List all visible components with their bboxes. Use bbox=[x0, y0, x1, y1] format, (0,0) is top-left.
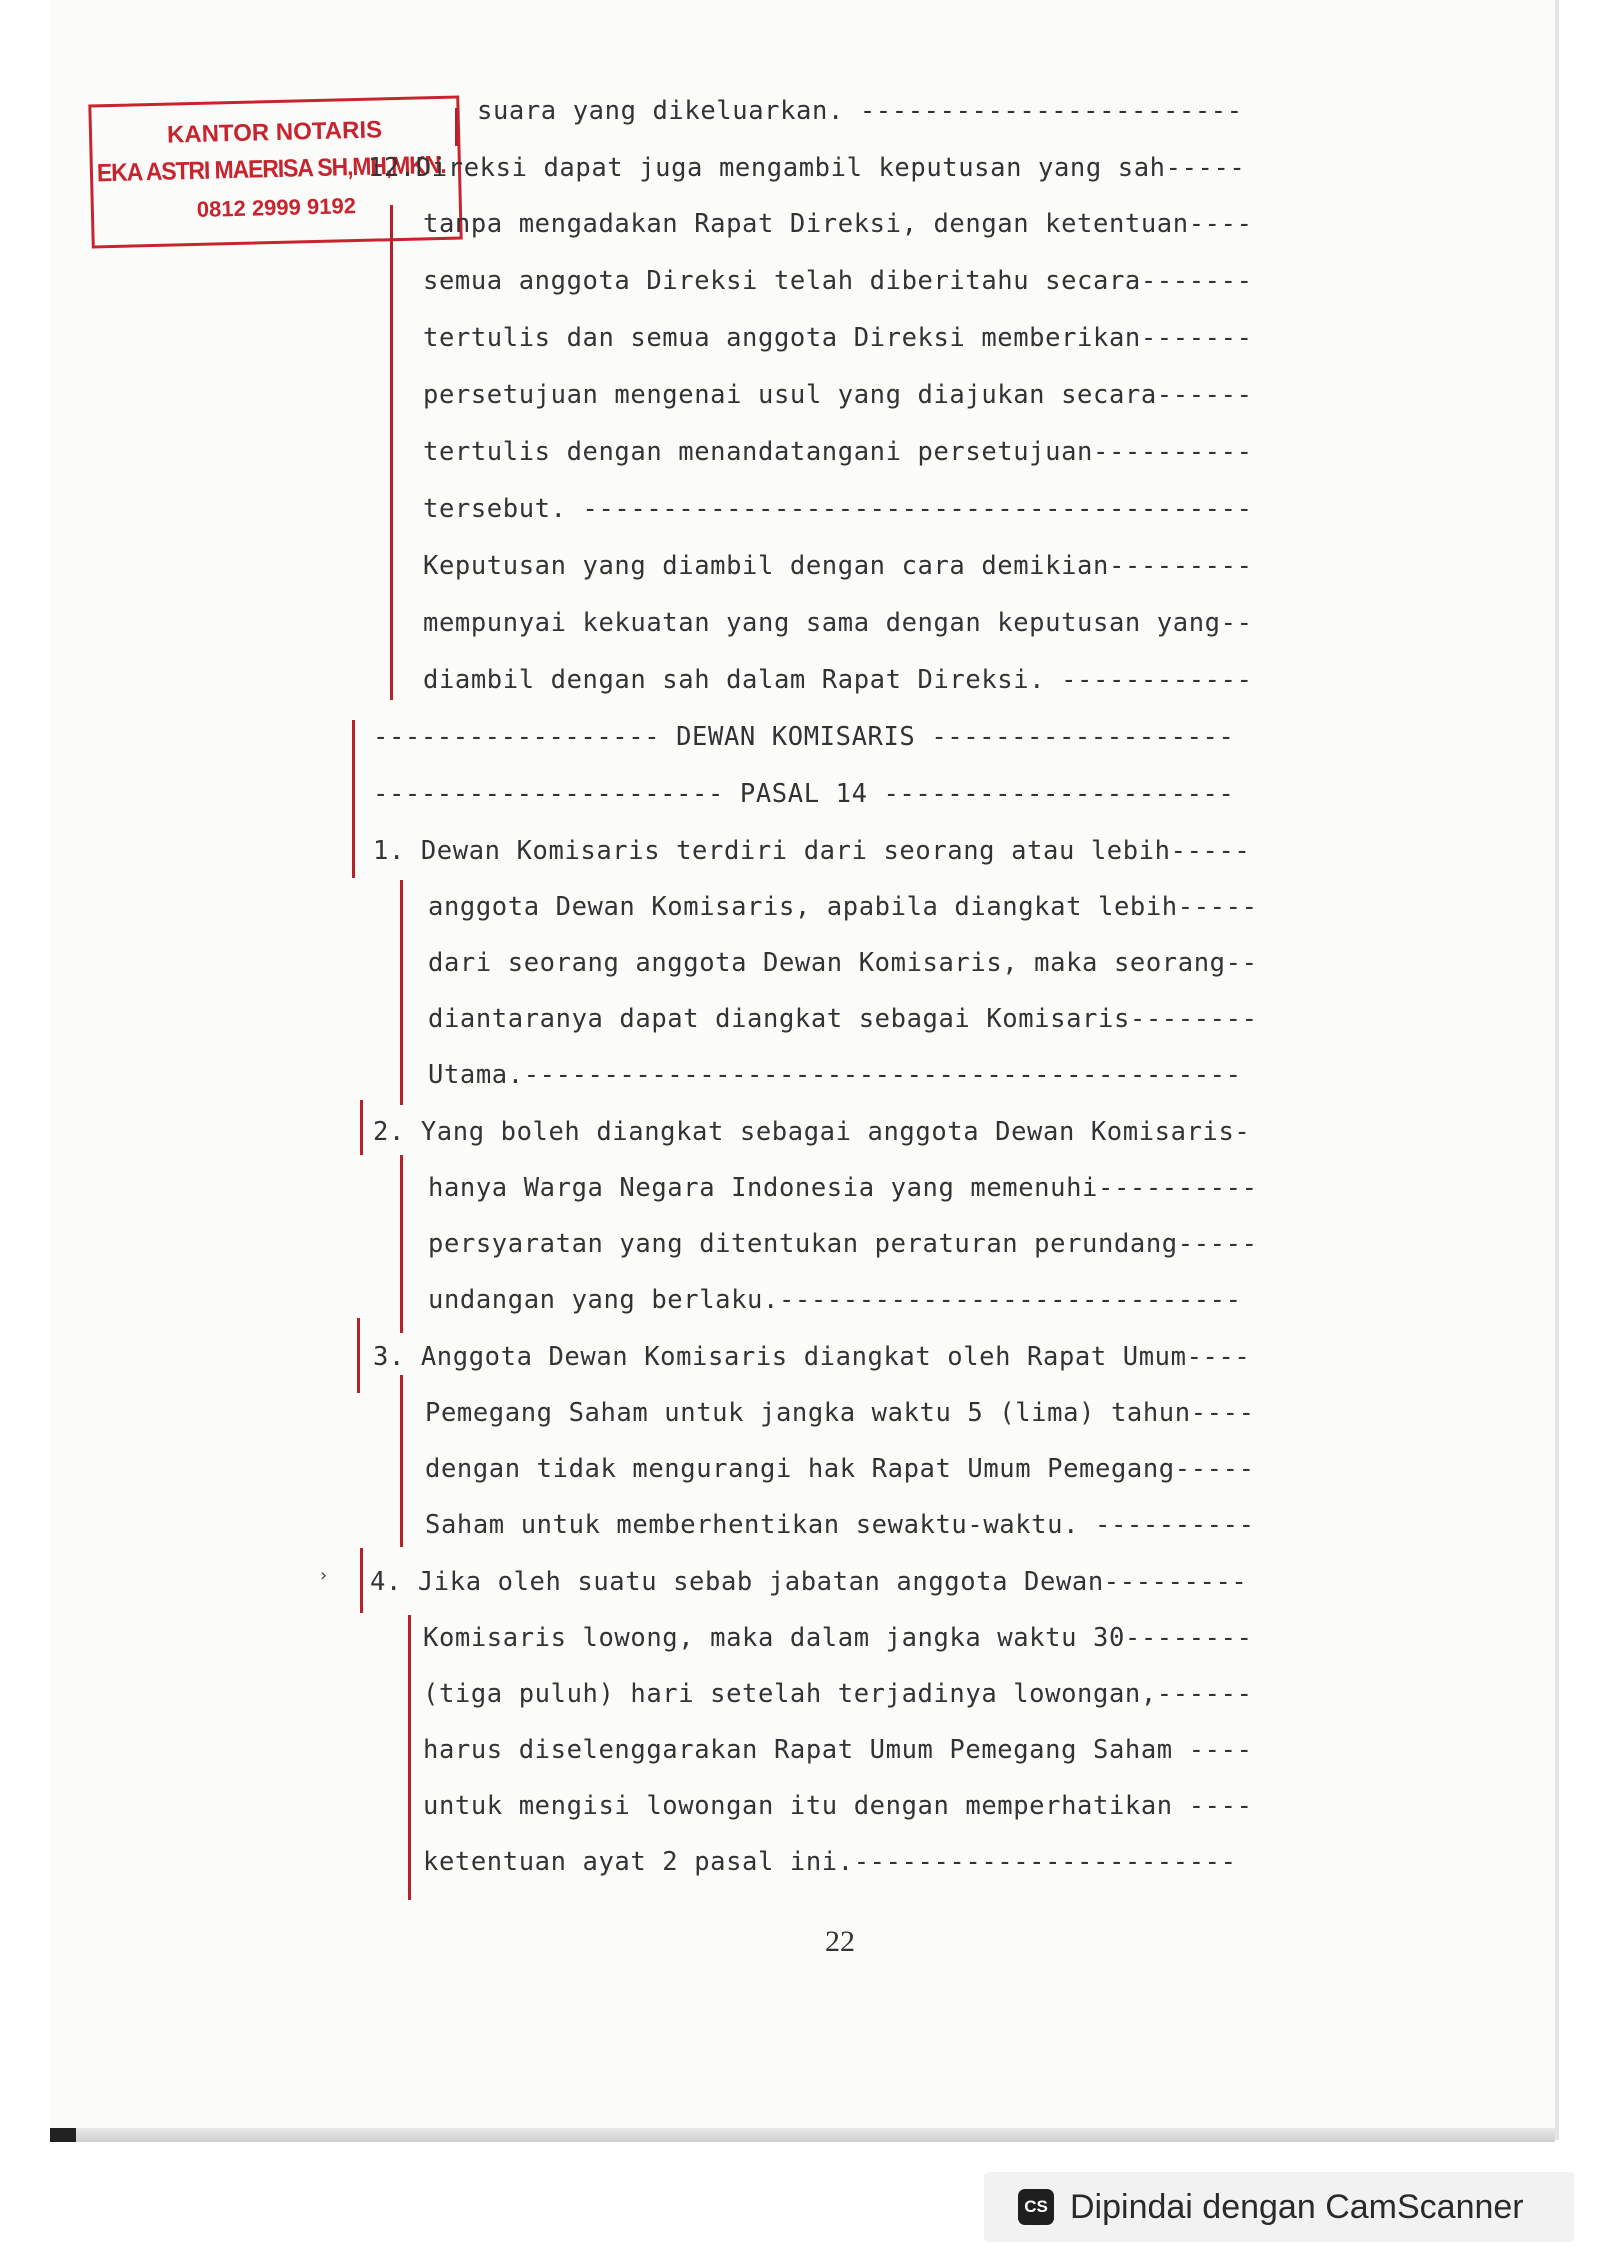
text-line: 2. Yang boleh diangkat sebagai anggota Dewan Komisaris- bbox=[373, 1117, 1251, 1147]
margin-bar bbox=[357, 1318, 360, 1393]
stamp-office-label: KANTOR NOTARIS bbox=[166, 116, 383, 149]
page-number: 22 bbox=[825, 1925, 855, 1958]
text-line: 3. Anggota Dewan Komisaris diangkat oleh Rapat Umum---- bbox=[373, 1342, 1251, 1372]
stamp-phone-number: 0812 2999 9192 bbox=[196, 193, 357, 222]
margin-bar bbox=[408, 1615, 411, 1900]
text-line: Keputusan yang diambil dengan cara demikian--------- bbox=[423, 551, 1253, 581]
text-line: (tiga puluh) hari setelah terjadinya lowongan,------ bbox=[423, 1679, 1253, 1709]
camscanner-label: Dipindai dengan CamScanner bbox=[1070, 2188, 1524, 2226]
margin-bar bbox=[390, 205, 393, 700]
page-bottom-edge bbox=[50, 2128, 1555, 2142]
text-line: ketentuan ayat 2 pasal ini.------------------------ bbox=[423, 1847, 1237, 1877]
text-line: dari seorang anggota Dewan Komisaris, maka seorang-- bbox=[428, 948, 1258, 978]
stray-mark: › bbox=[318, 1565, 329, 1586]
article-heading: ---------------------- PASAL 14 ---------------------- bbox=[373, 779, 1235, 809]
text-line: Komisaris lowong, maka dalam jangka waktu 30-------- bbox=[423, 1623, 1253, 1653]
text-line: undangan yang berlaku.----------------------------- bbox=[428, 1285, 1242, 1315]
text-line: untuk mengisi lowongan itu dengan memperhatikan ---- bbox=[423, 1791, 1253, 1821]
text-line: persyaratan yang ditentukan peraturan perundang----- bbox=[428, 1229, 1258, 1259]
text-line: 1. Dewan Komisaris terdiri dari seorang atau lebih----- bbox=[373, 836, 1251, 866]
scan-corner-mark bbox=[50, 2128, 76, 2142]
margin-bar bbox=[400, 1155, 403, 1333]
margin-bar bbox=[360, 1548, 363, 1613]
margin-bar bbox=[400, 1375, 403, 1547]
text-line: semua anggota Direksi telah diberitahu secara------- bbox=[423, 266, 1253, 296]
text-line: dengan tidak mengurangi hak Rapat Umum Pemegang----- bbox=[425, 1454, 1255, 1484]
section-heading: ------------------ DEWAN KOMISARIS ------------------- bbox=[373, 722, 1235, 752]
text-line: diambil dengan sah dalam Rapat Direksi. ------------ bbox=[423, 665, 1253, 695]
text-line: hanya Warga Negara Indonesia yang memenuhi---------- bbox=[428, 1173, 1258, 1203]
camscanner-badge bbox=[984, 2172, 1574, 2242]
camscanner-logo-icon: CS bbox=[1018, 2189, 1054, 2225]
text-line: 12.Direksi dapat juga mengambil keputusan yang sah----- bbox=[368, 153, 1246, 183]
text-line: suara yang dikeluarkan. ------------------------ bbox=[477, 96, 1243, 126]
margin-bar bbox=[455, 108, 458, 146]
text-line: Utama.--------------------------------------------- bbox=[428, 1060, 1242, 1090]
text-line: Saham untuk memberhentikan sewaktu-waktu. ---------- bbox=[425, 1510, 1255, 1540]
text-line: diantaranya dapat diangkat sebagai Komisaris-------- bbox=[428, 1004, 1258, 1034]
text-line: mempunyai kekuatan yang sama dengan keputusan yang-- bbox=[423, 608, 1253, 638]
text-line: 4. Jika oleh suatu sebab jabatan anggota Dewan--------- bbox=[370, 1567, 1248, 1597]
text-line: anggota Dewan Komisaris, apabila diangkat lebih----- bbox=[428, 892, 1258, 922]
margin-bar bbox=[352, 720, 355, 878]
margin-bar bbox=[360, 1100, 363, 1155]
text-line: tertulis dengan menandatangani persetujuan---------- bbox=[423, 437, 1253, 467]
stamp-notary-name: EKA ASTRI MAERISA SH,MH,MKN. bbox=[96, 150, 446, 188]
text-line: tertulis dan semua anggota Direksi memberikan------- bbox=[423, 323, 1253, 353]
text-line: tersebut. ------------------------------------------ bbox=[423, 494, 1253, 524]
text-line: Pemegang Saham untuk jangka waktu 5 (lima) tahun---- bbox=[425, 1398, 1255, 1428]
text-line: tanpa mengadakan Rapat Direksi, dengan ketentuan---- bbox=[423, 209, 1253, 239]
margin-bar bbox=[400, 880, 403, 1105]
text-line: persetujuan mengenai usul yang diajukan secara------ bbox=[423, 380, 1253, 410]
text-line: harus diselenggarakan Rapat Umum Pemegang Saham ---- bbox=[423, 1735, 1253, 1765]
